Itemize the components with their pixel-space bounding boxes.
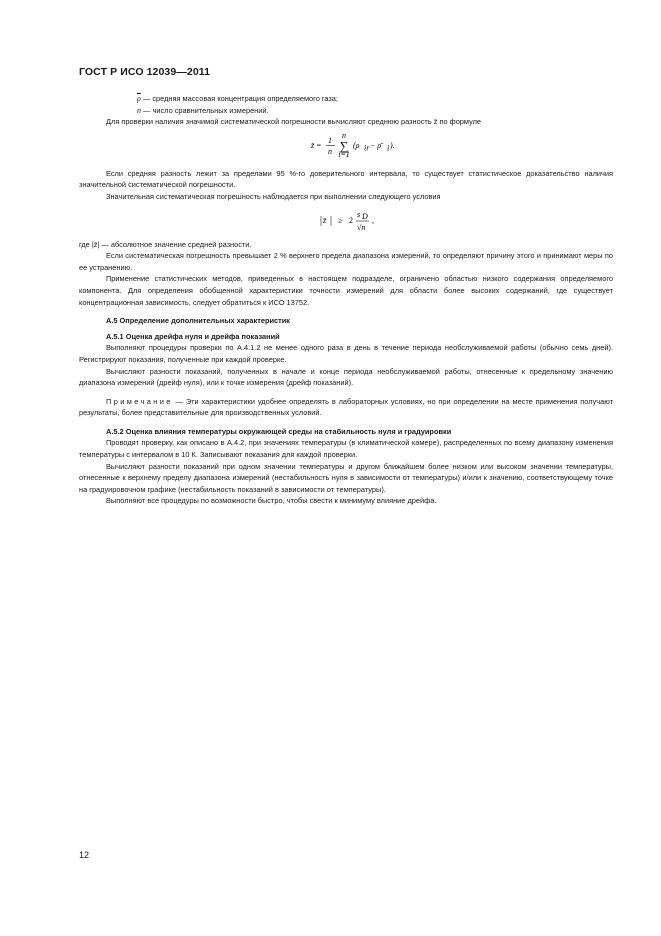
note-label: Примечание: [106, 396, 173, 406]
symbol-rho: $\overline{\rho}$: [137, 94, 141, 103]
formula2-den: √n: [357, 222, 366, 232]
spacer: [79, 419, 613, 426]
definition-n-text: — число сравнительных измерений.: [141, 105, 269, 115]
formula2-end: ,: [372, 215, 374, 225]
standard-header: ГОСТ Р ИСО 12039—2011: [79, 66, 211, 78]
section-heading-a52: А.5.2 Оценка влияния температуры окружающей среды на стабильность нуля и градуировки: [106, 426, 452, 436]
definition-rho: [137, 93, 613, 105]
paragraph-if-mean: Если средняя разность лежит за пределами 95 %-го доверительного интервала, то существует статистическое доказательство наличия значительной систематической погрешности.: [79, 168, 613, 190]
note-paragraph: [79, 396, 613, 419]
formula2-num: s: [357, 209, 361, 219]
spacer: [79, 308, 613, 315]
definition-n: [137, 105, 613, 117]
formula1-mid: − ρ̄: [370, 140, 382, 150]
definition-rho-text: — средняя массовая концентрация определяемого газа;: [140, 94, 338, 103]
formula1-lhs: z̄ =: [311, 140, 322, 150]
formula2-lhs: z̄: [323, 215, 327, 225]
formula2-two: 2: [349, 215, 353, 225]
formula1-end: ).: [390, 140, 395, 150]
page-body: [79, 93, 613, 507]
formula1-sum-top: n: [342, 130, 346, 140]
paragraph-a51-1: Выполняют процедуры проверки по А.4.1.2 не менее одного раза в день в течение периода необслуживаемой работы (обычно семь дней). Регистрируют показания, полученные при каждой проверке.: [79, 343, 613, 364]
symbol-n: n: [137, 105, 141, 115]
paragraph-mean-difference: Для проверки наличия значимой систематической погрешности вычисляют среднюю разность z̄ по формуле: [106, 117, 482, 127]
note-text: — Эти характеристики удобнее определять в лабораторных условиях, но при определении на месте применения получают результаты, более представительные для производственных условий.: [79, 396, 613, 418]
formula-significance-condition: [79, 206, 613, 234]
paragraph-a52-3: Выполняют все процедуры по возможности быстро, чтобы свести к минимуму влияние дрейфа.: [106, 496, 437, 506]
page-number: 12: [79, 850, 90, 860]
section-heading-a5: А.5 Определение дополнительных характеристик: [106, 316, 290, 326]
formula2-num-sub: D: [362, 211, 368, 221]
spacer: [79, 389, 613, 396]
paragraph-significant: Значительная систематическая погрешность наблюдается при выполнении следующего условия: [106, 191, 441, 201]
formula-mean-difference: [79, 131, 613, 159]
formula1-sub2: i: [387, 143, 390, 153]
formula1-term: (ρ: [353, 140, 360, 150]
formula1-sum-bottom: i=1: [338, 149, 350, 159]
paragraph-exceeds: Если систематическая погрешность превышает 2 % верхнего предела диапазона измерений, то определяют причину этого и принимают меры по ее устранению.: [79, 251, 613, 272]
paragraph-a52-2: Вычисляют разности показаний при одном значении температуры и другом ближайшем более низком или высоком значении температуры, отнесенные к верхнему пределу диапазона измерений (нестабильность нуля в зависимости от температуры) и/или к значению, соответствующему точке на градуировочном графике (нестабильность показаний в зависимости от температуры).: [79, 461, 613, 494]
formula1-sub1: ir: [364, 143, 370, 153]
formula1-sum-symbol: ∑: [339, 138, 349, 153]
formula-significance-svg: [79, 206, 613, 234]
paragraph-application: Применение статистических методов, приведенных в настоящем подразделе, ограничено областью низкого содержания определяемого компонента. Для определения обобщенной характеристики точности измерений для области более высоких содержаний, где существует концентрационная зависимость, следует обратиться к ИСО 13752.: [79, 274, 613, 307]
paragraph-a51-2: Вычисляют разности показаний, полученных в начале и конце периода необслуживаемой работы, отнесенные к предельному значению диапазона измерений (дрейф нуля), или к точке измерения (дрейф показаний).: [79, 366, 613, 388]
formula1-frac-num: 1: [328, 135, 332, 145]
formula-mean-difference-svg: [79, 131, 613, 159]
section-heading-a51: А.5.1 Оценка дрейфа нуля и дрейфа показаний: [106, 331, 280, 341]
formula1-frac-den: n: [328, 146, 332, 156]
formula2-ge: ≥: [338, 215, 343, 225]
paragraph-a52-1: Проводят проверку, как описано в А.4.2, при значениях температуры (в климатической камере), распределенных по всему диапазону изменения температуры с интервалом в 10 К. Записывают показания для каждой проверки.: [79, 438, 613, 460]
paragraph-where: где |z̄| — абсолютное значение средней разности.: [79, 239, 252, 249]
